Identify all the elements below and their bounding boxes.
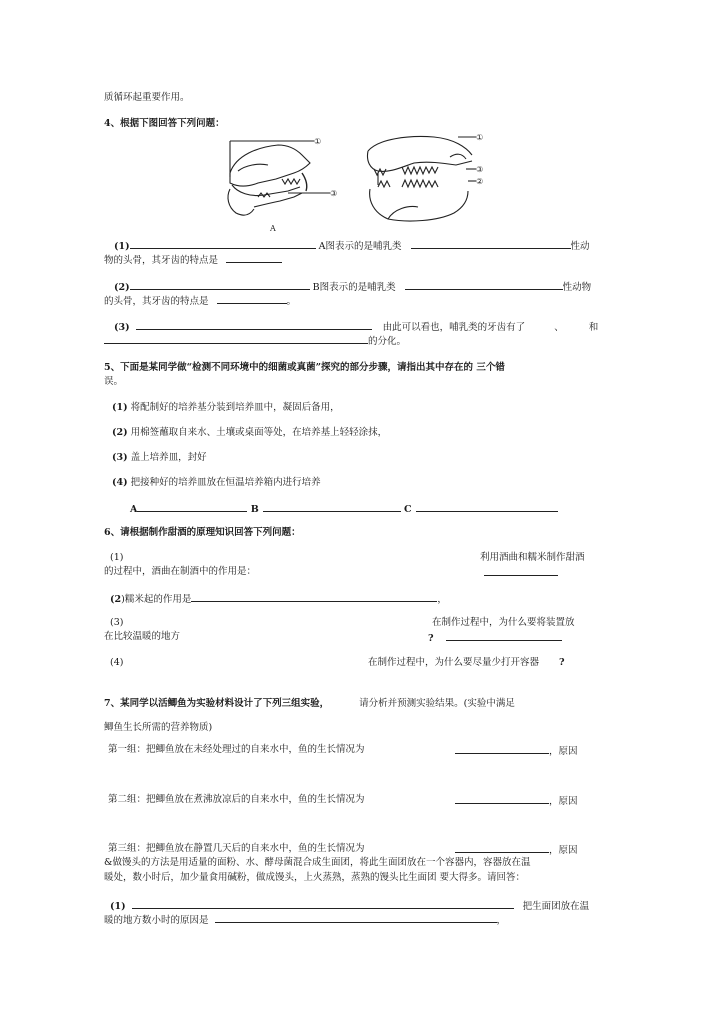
skull-figure bbox=[218, 133, 508, 233]
q5-step-4: (4) 把接种好的培养皿放在恒温培养箱内进行培养 bbox=[112, 477, 321, 488]
blank[interactable] bbox=[130, 280, 310, 290]
callout-a-3: ③ bbox=[330, 189, 338, 198]
q6-p3-right: 在制作过程中，为什么要将装置放 bbox=[432, 617, 575, 628]
q5-step-1: (1) 将配制好的培养基分装到培养皿中，凝固后备用， bbox=[112, 402, 340, 413]
q5-step-3: (3) 盖上培养皿，封好 bbox=[112, 452, 207, 463]
q4-heading: 4、根据下图回答下列问题： bbox=[104, 118, 225, 129]
q6-p4: 在制作过程中，为什么要尽量少打开容器 ? bbox=[368, 657, 565, 668]
q5-answers: A B C bbox=[130, 502, 558, 516]
callout-b-3: ③ bbox=[476, 165, 484, 174]
blank[interactable] bbox=[104, 334, 368, 344]
intro-line: 质循环起重要作用。 bbox=[104, 92, 190, 103]
callout-a-1: ① bbox=[314, 137, 322, 146]
q6-p1-num: (1) bbox=[110, 552, 124, 563]
blank[interactable] bbox=[446, 631, 562, 641]
blank[interactable] bbox=[217, 294, 287, 304]
q4-p3-line2: 的分化。 bbox=[104, 334, 406, 348]
q7-group-3: 第三组：把鲫鱼放在静置几天后的自来水中，鱼的生长情况为 bbox=[108, 843, 365, 854]
q5-line2: 误。 bbox=[104, 376, 124, 387]
blank[interactable] bbox=[455, 744, 549, 754]
callout-b-1: ① bbox=[476, 133, 484, 142]
q7-group-2-answer: ，原因 bbox=[455, 794, 578, 808]
callout-b-2: ② bbox=[476, 177, 484, 186]
panel-a-label: A bbox=[270, 224, 276, 233]
q6-heading: 6、请根据制作甜酒的原理知识回答下列问题： bbox=[104, 527, 301, 538]
blank[interactable] bbox=[484, 566, 558, 576]
q6-p3-answer: ? bbox=[428, 631, 562, 645]
q5-step-2: (2) 用棉签蘸取自来水、土壤或桌面等处，在培养基上轻轻涂抹， bbox=[112, 427, 388, 438]
q4-p3: (3) 由此可以看也，哺乳类的牙齿有了 、 和 bbox=[114, 322, 599, 333]
q6-p1-right: 利用酒曲和糯米制作甜酒 bbox=[480, 552, 585, 563]
q7-group-3-answer: ，原因 bbox=[455, 843, 578, 857]
q5-line1: 5、下面是某同学做“检测不同环境中的细菌或真菌”探究的部分步骤，请指出其中存在的 三个错 bbox=[104, 362, 505, 373]
q6-p1-blank bbox=[484, 566, 558, 580]
blank[interactable] bbox=[405, 280, 563, 290]
blank[interactable] bbox=[455, 843, 549, 853]
q6-p2: (2)糯米起的作用是 ， bbox=[110, 594, 447, 605]
q8-line1: &做馒头的方法是用适量的面粉、水、酵母菌混合成生面团，将此生面团放在一个容器内，容器放在温 bbox=[104, 857, 531, 868]
q6-p1-line2: 的过程中，酒曲在制酒中的作用是： bbox=[104, 566, 257, 577]
q4-p2-line2: 的头骨，其牙齿的特点是 。 bbox=[104, 296, 297, 307]
blank[interactable] bbox=[411, 239, 571, 249]
blank[interactable] bbox=[191, 592, 437, 602]
blank[interactable] bbox=[130, 239, 316, 249]
q7-group-2: 第二组：把鲫鱼放在煮沸放凉后的自来水中，鱼的生长情况为 bbox=[108, 794, 365, 805]
blank[interactable] bbox=[226, 253, 282, 263]
blank[interactable] bbox=[137, 502, 247, 512]
blank[interactable] bbox=[215, 913, 497, 923]
blank[interactable] bbox=[136, 320, 372, 330]
q4-p1-line2: 物的头骨，其牙齿的特点是 bbox=[104, 253, 282, 267]
blank[interactable] bbox=[455, 794, 549, 804]
blank[interactable] bbox=[263, 502, 401, 512]
q7-group-1-answer: ，原因 bbox=[455, 744, 578, 758]
q7-line2: 鲫鱼生长所需的营养物质) bbox=[104, 722, 213, 733]
q7-group-1: 第一组：把鲫鱼放在未经处理过的自来水中，鱼的生长情况为 bbox=[108, 744, 365, 755]
q4-p2: (2) B图表示的是哺乳类 性动物 bbox=[114, 282, 592, 293]
blank[interactable] bbox=[416, 502, 558, 512]
q6-p3-num: (3) bbox=[110, 617, 124, 628]
q8-line2: 暖处，数小时后，加少量食用碱粉，做成馒头，上火蒸熟，蒸熟的馒头比生面团 要大得多。请回答： bbox=[104, 872, 526, 883]
q8-p1: (1) 把生面团放在温 bbox=[110, 901, 590, 912]
q6-p3-line2: 在比较温暖的地方 bbox=[104, 631, 181, 642]
q7-line1: 7、某同学以活鲫鱼为实验材料设计了下列三组实验， 请分析并预测实验结果。(实验中满足 bbox=[104, 698, 515, 709]
q4-p1: (1) A图表示的是哺乳类 性动 bbox=[114, 241, 590, 252]
blank[interactable] bbox=[132, 899, 514, 909]
q8-p1-line2: 暖的地方数小时的原因是 ， bbox=[104, 915, 507, 926]
q6-p4-num: (4) bbox=[110, 657, 124, 668]
